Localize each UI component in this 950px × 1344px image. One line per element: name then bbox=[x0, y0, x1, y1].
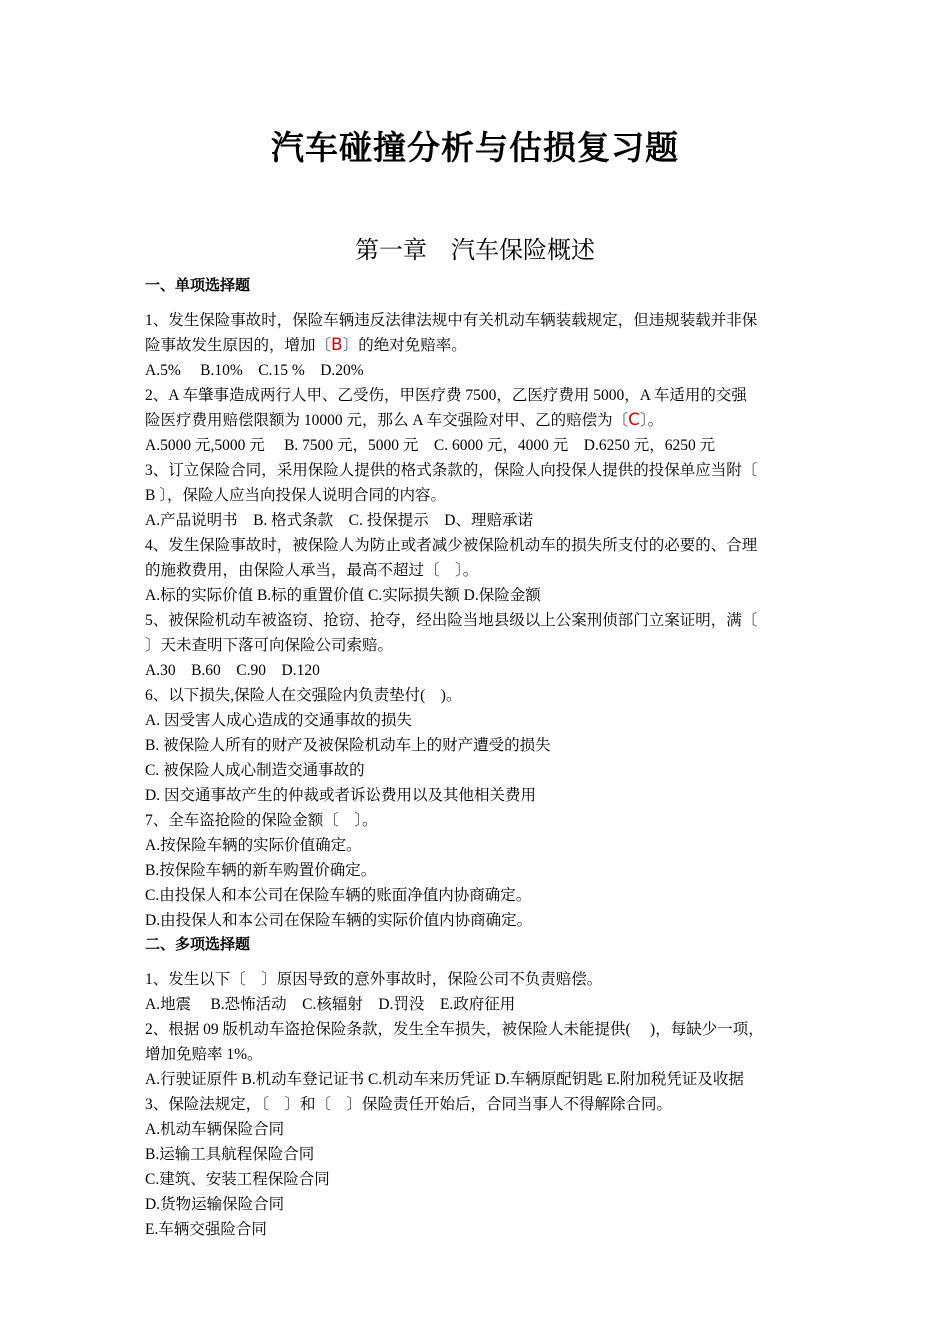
q1-line2-pre: 险事故发生原因的，增加〔 bbox=[145, 337, 332, 354]
q4-options: A.标的实际价值 B.标的重置价值 C.实际损失额 D.保险金额 bbox=[145, 587, 541, 604]
q5-line1: 5、被保险机动车被盗窃、抢窃、抢夺，经出险当地县级以上公案刑侦部门立案证明，满〔 bbox=[145, 612, 758, 629]
q2-options: A.5000 元,5000 元 B. 7500 元，5000 元 C. 6000 元，4000 元 D.6250 元，6250 元 bbox=[145, 437, 716, 454]
q3-line1: 3、订立保险合同，采用保险人提供的格式条款的，保险人向投保人提供的投保单应当附〔 bbox=[145, 462, 758, 479]
mq3-option-c: C.建筑、安装工程保险合同 bbox=[145, 1171, 330, 1188]
q2-line2-post: 〕。 bbox=[639, 412, 664, 429]
q6-option-c: C. 被保险人成心制造交通事故的 bbox=[145, 762, 365, 779]
q6-option-b: B. 被保险人所有的财产及被保险机动车上的财产遭受的损失 bbox=[145, 737, 551, 754]
q2-answer: C bbox=[628, 410, 640, 430]
q1-line2 bbox=[145, 333, 825, 358]
mq3-line1: 3、保险法规定，〔 〕和〔 〕保险责任开始后，合同当事人不得解除合同。 bbox=[145, 1096, 673, 1113]
mq1-options: A.地震 B.恐怖活动 C.核辐射 D.罚没 E.政府征用 bbox=[145, 996, 516, 1013]
section-heading-single-choice: 一、单项选择题 bbox=[145, 276, 251, 294]
q6-option-d: D. 因交通事故产生的仲裁或者诉讼费用以及其他相关费用 bbox=[145, 787, 536, 804]
chapter-title: 第一章 汽车保险概述 bbox=[355, 236, 595, 264]
mq3-option-b: B.运输工具航程保险合同 bbox=[145, 1146, 315, 1163]
mq3-option-d: D.货物运输保险合同 bbox=[145, 1196, 285, 1213]
q1-answer: B bbox=[331, 335, 343, 355]
mq3-option-e: E.车辆交强险合同 bbox=[145, 1221, 267, 1238]
mq1-line1: 1、发生以下〔 〕原因导致的意外事故时，保险公司不负责赔偿。 bbox=[145, 971, 603, 988]
q6-line1: 6、以下损失,保险人在交强险内负责垫付( )。 bbox=[145, 687, 462, 704]
q4-line1: 4、发生保险事故时，被保险人为防止或者减少被保险机动车的损失所支付的必要的、合理 bbox=[145, 537, 758, 554]
q7-option-a: A.按保险车辆的实际价值确定。 bbox=[145, 837, 362, 854]
q7-line1: 7、全车盗抢险的保险金额〔 〕。 bbox=[145, 812, 378, 829]
q3-options: A.产品说明书 B. 格式条款 C. 投保提示 D、理赔承诺 bbox=[145, 512, 533, 529]
q2-line1: 2、A 车肇事造成两行人甲、乙受伤，甲医疗费 7500，乙医疗费用 5000，A 车适用的交强 bbox=[145, 387, 747, 404]
q6-option-a: A. 因受害人成心造成的交通事故的损失 bbox=[145, 712, 412, 729]
single-choice-questions bbox=[145, 308, 825, 933]
q2-line2 bbox=[145, 408, 825, 433]
mq2-line2: 增加免赔率 1%。 bbox=[145, 1046, 263, 1063]
mq2-line1: 2、根据 09 版机动车盗抢保险条款，发生全车损失，被保险人未能提供( )，每缺少一项， bbox=[145, 1021, 764, 1038]
q2-line2-pre: 险医疗费用赔偿限额为 10000 元，那么 A 车交强险对甲、乙的赔偿为〔 bbox=[145, 412, 629, 429]
q7-option-c: C.由投保人和本公司在保险车辆的账面净值内协商确定。 bbox=[145, 887, 532, 904]
q1-options: A.5% B.10% C.15 % D.20% bbox=[145, 362, 364, 379]
section-heading-multiple-choice: 二、多项选择题 bbox=[145, 935, 251, 953]
document-title: 汽车碰撞分析与估损复习题 bbox=[271, 128, 679, 167]
q3-line2: B 〕，保险人应当向投保人说明合同的内容。 bbox=[145, 487, 446, 504]
multiple-choice-questions bbox=[145, 967, 825, 1242]
q1-line1: 1、发生保险事故时，保险车辆违反法律法规中有关机动车辆装载规定，但违规装载并非保 bbox=[145, 312, 758, 329]
q4-line2: 的施救费用，由保险人承当，最高不超过〔 〕。 bbox=[145, 562, 479, 579]
q1-line2-post: 〕的绝对免赔率。 bbox=[342, 337, 467, 354]
q5-options: A.30 B.60 C.90 D.120 bbox=[145, 662, 320, 679]
mq2-options: A.行驶证原件 B.机动车登记证书 C.机动车来历凭证 D.车辆原配钥匙 E.附加税凭证及收据 bbox=[145, 1071, 744, 1088]
mq3-option-a: A.机动车辆保险合同 bbox=[145, 1121, 285, 1138]
q7-option-b: B.按保险车辆的新车购置价确定。 bbox=[145, 862, 377, 879]
q5-line2: 〕天未查明下落可向保险公司索赔。 bbox=[145, 637, 394, 654]
q7-option-d: D.由投保人和本公司在保险车辆的实际价值内协商确定。 bbox=[145, 912, 533, 929]
